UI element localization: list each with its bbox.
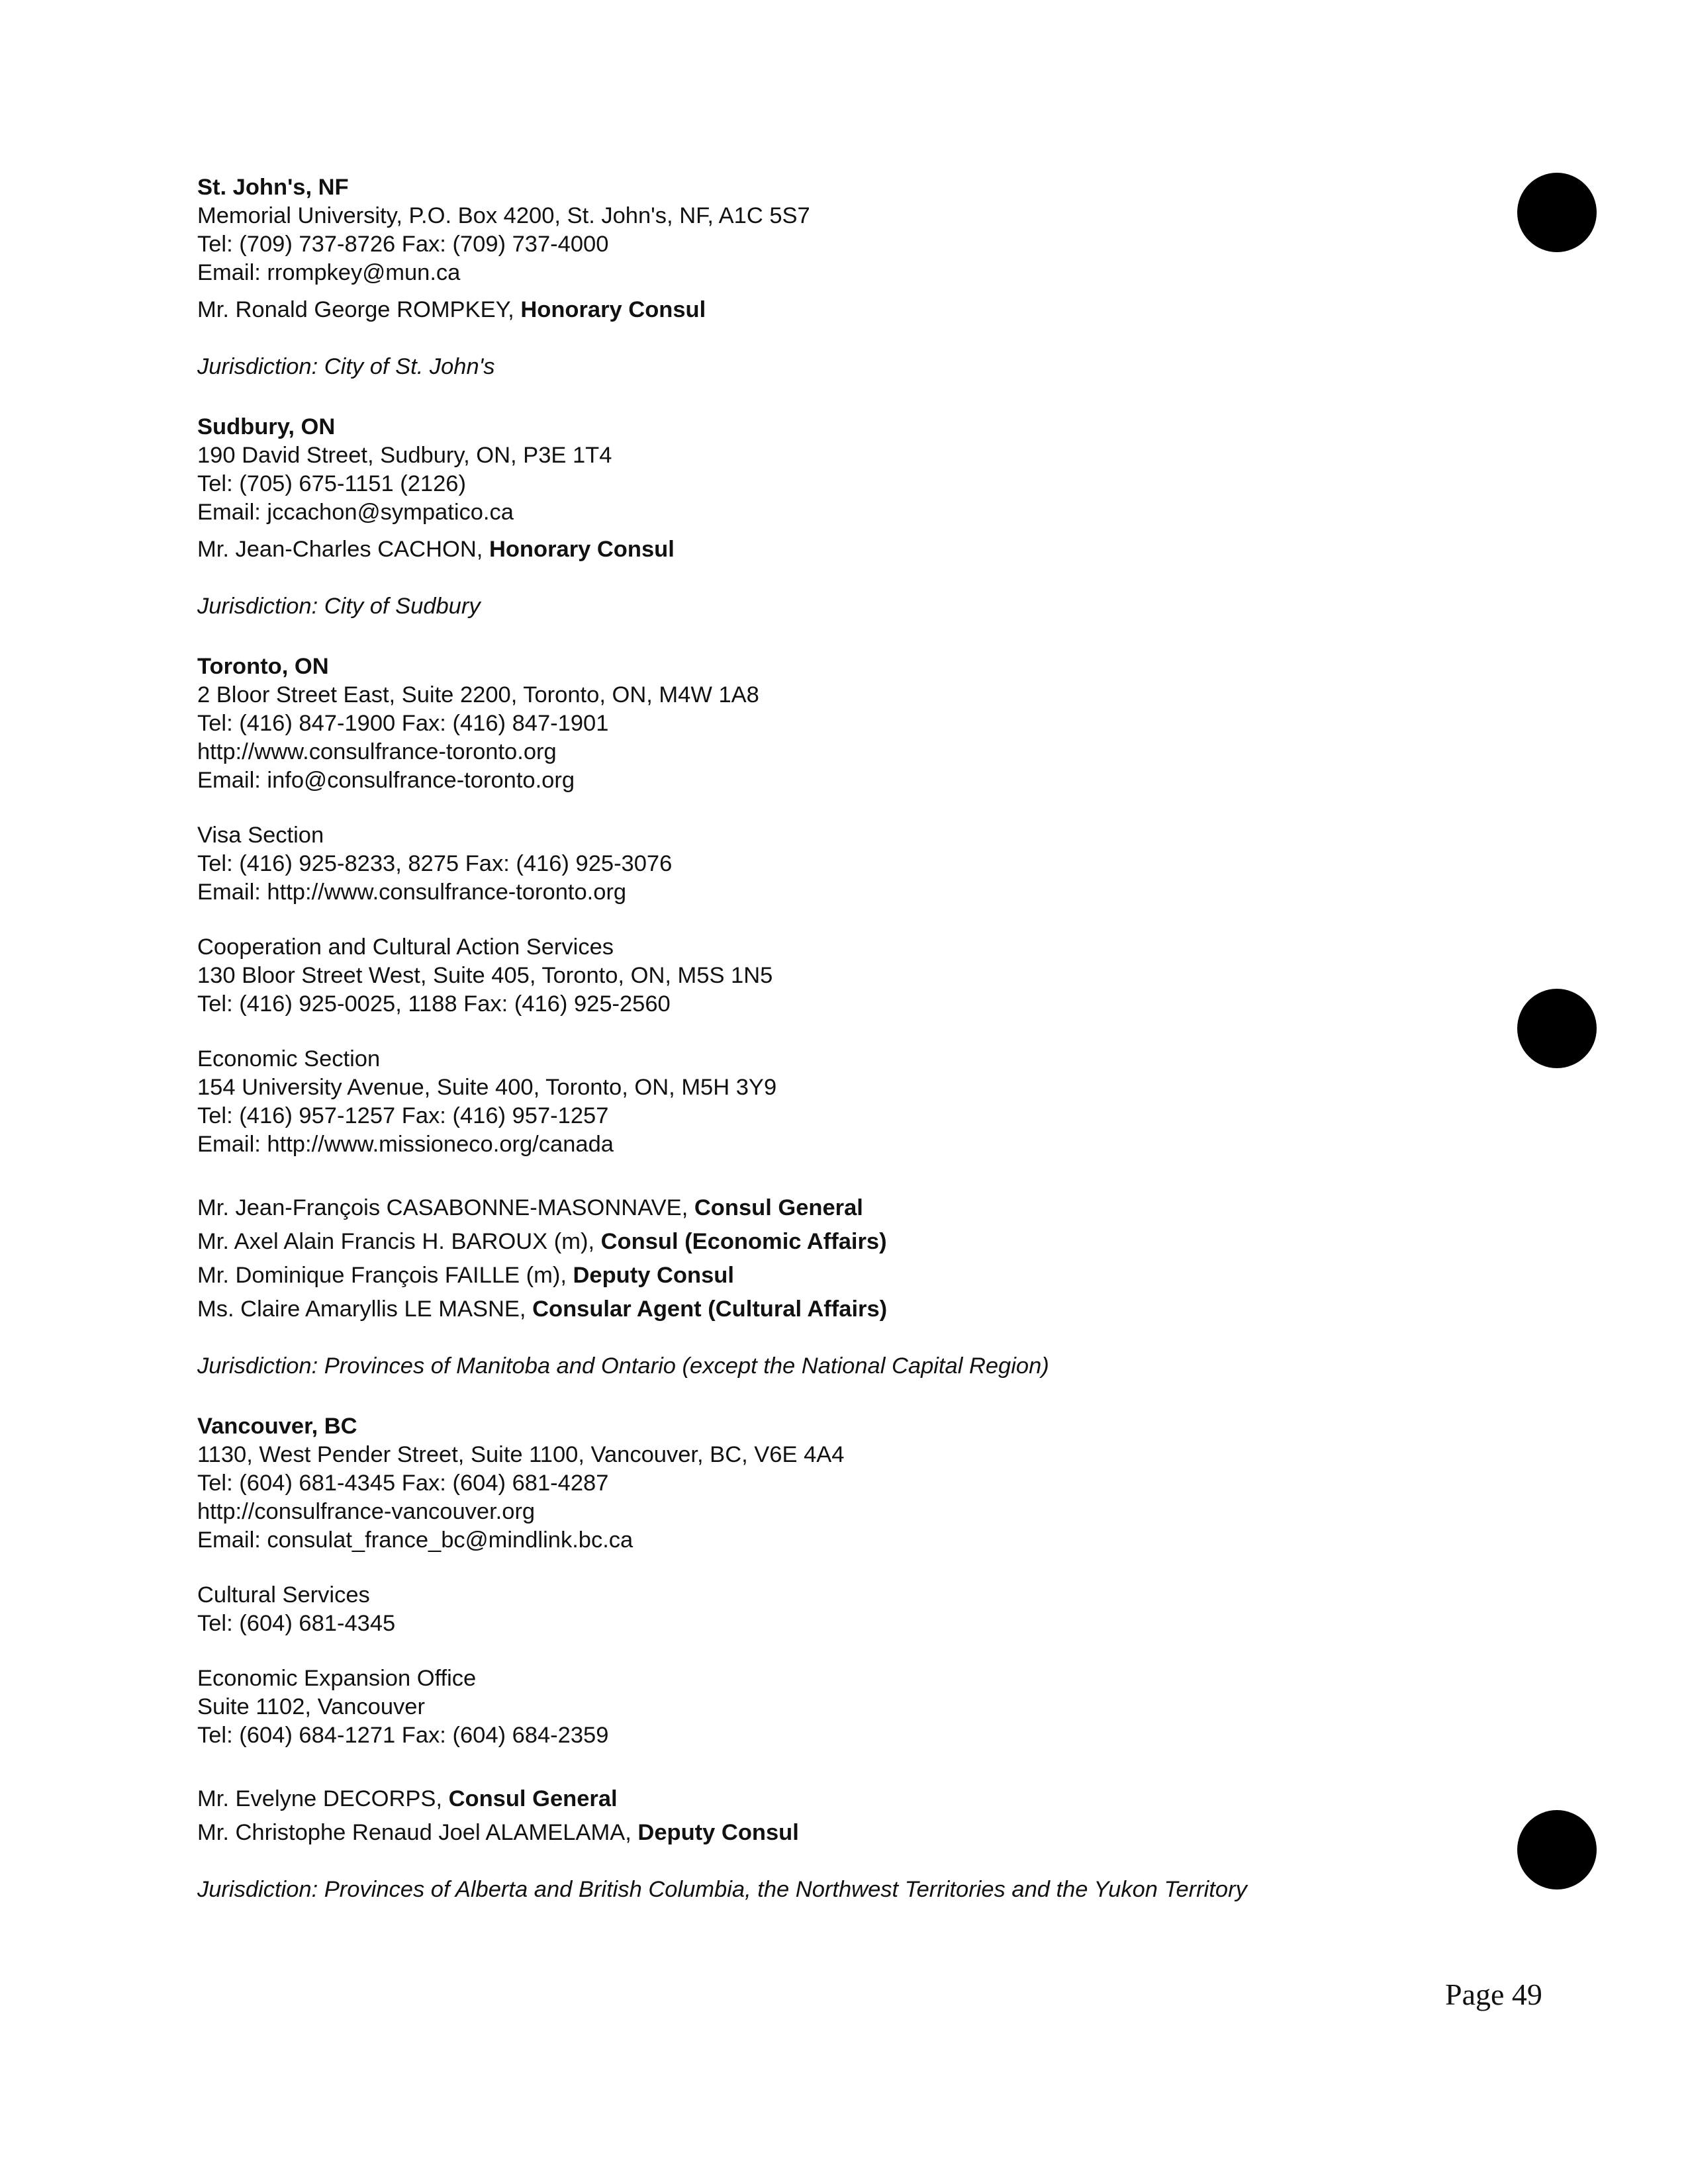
cultural-services-telephone: Tel: (604) 681-4345 bbox=[197, 1611, 396, 1636]
consul-entry bbox=[197, 1261, 1455, 1290]
cooperation-section-title: Cooperation and Cultural Action Services bbox=[197, 934, 614, 960]
entry-heading: Toronto, ON bbox=[197, 654, 329, 679]
economic-section-title: Economic Section bbox=[197, 1046, 381, 1071]
consul-entry bbox=[197, 296, 1455, 324]
consul-title: Honorary Consul bbox=[489, 537, 675, 562]
jurisdiction: Jurisdiction: Provinces of Alberta and British Columbia, the Northwest Territories and the Yukon Territory bbox=[197, 1877, 1247, 1902]
consul-entry bbox=[197, 1194, 1455, 1222]
economic-address: 154 University Avenue, Suite 400, Toronto, ON, M5H 3Y9 bbox=[197, 1075, 777, 1100]
consul-entry bbox=[197, 1819, 1455, 1847]
punch-hole-bottom bbox=[1517, 1810, 1597, 1889]
consul-title: Consul General bbox=[694, 1195, 863, 1220]
consul-entry bbox=[197, 1295, 1455, 1324]
economic-office-address: Suite 1102, Vancouver bbox=[197, 1694, 425, 1719]
consul-title: Consul General bbox=[448, 1786, 618, 1811]
address: 2 Bloor Street East, Suite 2200, Toronto, ON, M4W 1A8 bbox=[197, 682, 759, 707]
consul-title: Consular Agent (Cultural Affairs) bbox=[532, 1297, 888, 1322]
consul-name: Mr. Jean-François CASABONNE-MASONNAVE, bbox=[197, 1195, 694, 1220]
telephone: Tel: (705) 675-1151 (2126) bbox=[197, 471, 466, 496]
consul-name: Mr. Dominique François FAILLE (m), bbox=[197, 1263, 573, 1288]
entry-heading: Vancouver, BC bbox=[197, 1414, 357, 1439]
website: http://www.consulfrance-toronto.org bbox=[197, 739, 557, 764]
entry-heading: St. John's, NF bbox=[197, 175, 349, 200]
consul-name: Mr. Christophe Renaud Joel ALAMELAMA, bbox=[197, 1820, 638, 1845]
email: Email: rrompkey@mun.ca bbox=[197, 260, 461, 285]
telephone: Tel: (604) 681-4345 Fax: (604) 681-4287 bbox=[197, 1471, 609, 1496]
visa-email: Email: http://www.consulfrance-toronto.org bbox=[197, 880, 627, 905]
consul-name: Ms. Claire Amaryllis LE MASNE, bbox=[197, 1297, 533, 1322]
entry-sudbury bbox=[197, 413, 1455, 621]
address: Memorial University, P.O. Box 4200, St. John's, NF, A1C 5S7 bbox=[197, 203, 810, 228]
entry-toronto bbox=[197, 653, 1455, 1381]
consul-name: Mr. Evelyne DECORPS, bbox=[197, 1786, 449, 1811]
cooperation-telephone: Tel: (416) 925-0025, 1188 Fax: (416) 925-2560 bbox=[197, 991, 671, 1017]
website: http://consulfrance-vancouver.org bbox=[197, 1499, 536, 1524]
address: 1130, West Pender Street, Suite 1100, Vancouver, BC, V6E 4A4 bbox=[197, 1442, 845, 1467]
consul-name: Mr. Jean-Charles CACHON, bbox=[197, 537, 489, 562]
consulate-listing bbox=[197, 173, 1455, 1904]
consul-entry bbox=[197, 535, 1455, 564]
consul-name: Mr. Ronald George ROMPKEY, bbox=[197, 297, 521, 322]
consul-title: Honorary Consul bbox=[520, 297, 706, 322]
email: Email: jccachon@sympatico.ca bbox=[197, 500, 514, 525]
cooperation-address: 130 Bloor Street West, Suite 405, Toronto, ON, M5S 1N5 bbox=[197, 963, 773, 988]
jurisdiction: Jurisdiction: City of Sudbury bbox=[197, 594, 481, 619]
consul-title: Deputy Consul bbox=[573, 1263, 734, 1288]
consul-title: Deputy Consul bbox=[637, 1820, 799, 1845]
cultural-services-title: Cultural Services bbox=[197, 1582, 370, 1608]
entry-vancouver bbox=[197, 1412, 1455, 1904]
address: 190 David Street, Sudbury, ON, P3E 1T4 bbox=[197, 443, 612, 468]
visa-telephone: Tel: (416) 925-8233, 8275 Fax: (416) 925-3076 bbox=[197, 851, 673, 876]
economic-email: Email: http://www.missioneco.org/canada bbox=[197, 1132, 614, 1157]
economic-office-telephone: Tel: (604) 684-1271 Fax: (604) 684-2359 bbox=[197, 1723, 609, 1748]
email: Email: consulat_france_bc@mindlink.bc.ca bbox=[197, 1527, 633, 1553]
entry-heading: Sudbury, ON bbox=[197, 414, 336, 439]
punch-hole-middle bbox=[1517, 989, 1597, 1068]
economic-office-title: Economic Expansion Office bbox=[197, 1666, 477, 1691]
economic-telephone: Tel: (416) 957-1257 Fax: (416) 957-1257 bbox=[197, 1103, 609, 1128]
consul-title: Consul (Economic Affairs) bbox=[600, 1229, 887, 1254]
page-number: Page 49 bbox=[1445, 1978, 1542, 2011]
consul-entry bbox=[197, 1228, 1455, 1256]
visa-section-title: Visa Section bbox=[197, 823, 324, 848]
jurisdiction: Jurisdiction: City of St. John's bbox=[197, 354, 495, 379]
telephone: Tel: (416) 847-1900 Fax: (416) 847-1901 bbox=[197, 711, 609, 736]
punch-hole-top bbox=[1517, 173, 1597, 252]
consul-name: Mr. Axel Alain Francis H. BAROUX (m), bbox=[197, 1229, 601, 1254]
email: Email: info@consulfrance-toronto.org bbox=[197, 768, 575, 793]
entry-st-johns bbox=[197, 173, 1455, 381]
telephone: Tel: (709) 737-8726 Fax: (709) 737-4000 bbox=[197, 232, 609, 257]
jurisdiction: Jurisdiction: Provinces of Manitoba and Ontario (except the National Capital Region) bbox=[197, 1353, 1049, 1379]
consul-entry bbox=[197, 1785, 1455, 1813]
